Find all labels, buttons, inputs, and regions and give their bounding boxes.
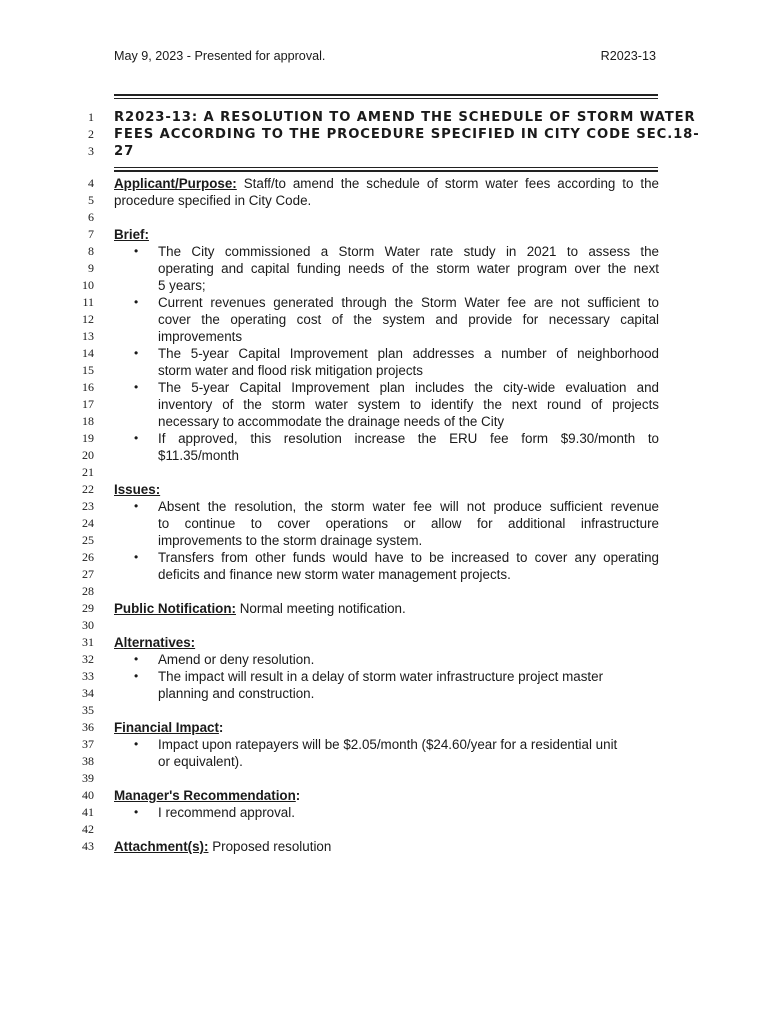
list-item: • Absent the resolution, the storm water fee will not produce sufficient revenue xyxy=(134,499,659,514)
issues-label: Issues: xyxy=(114,482,161,497)
line-number: 25 xyxy=(82,533,94,547)
line-number: 16 xyxy=(82,380,94,394)
list-item-continuation: storm water and flood risk mitigation projects xyxy=(158,363,423,378)
list-item-continuation: to continue to cover operations or allow for additional infrastructure xyxy=(158,516,659,531)
alternatives-label: Alternatives: xyxy=(114,635,196,650)
list-item: • The 5-year Capital Improvement plan addresses a number of neighborhood xyxy=(134,346,659,361)
bullet-icon: • xyxy=(134,669,139,683)
line-number: 20 xyxy=(82,448,94,462)
public-notification-label: Public Notification: xyxy=(114,601,236,616)
attachment-text: Proposed resolution xyxy=(212,839,332,854)
list-item: • Amend or deny resolution. xyxy=(134,652,315,667)
list-item-continuation: planning and construction. xyxy=(158,686,315,701)
public-notification-text: Normal meeting notification. xyxy=(239,601,406,616)
line-number: 40 xyxy=(82,788,94,802)
applicant-line-2: procedure specified in City Code. xyxy=(114,193,312,208)
bullet-icon: • xyxy=(134,499,139,513)
line-number: 19 xyxy=(82,431,94,445)
line-number: 21 xyxy=(82,465,94,479)
title-top-rule-thin xyxy=(114,98,658,99)
line-number: 35 xyxy=(82,703,94,717)
line-number: 24 xyxy=(82,516,94,530)
bullet-icon: • xyxy=(134,737,139,751)
line-number: 8 xyxy=(88,244,94,258)
bullet-icon: • xyxy=(134,244,139,258)
list-item-continuation: or equivalent). xyxy=(158,754,243,769)
line-number: 12 xyxy=(82,312,94,326)
line-number: 6 xyxy=(88,210,94,224)
title-top-rule xyxy=(114,94,658,96)
line-number: 36 xyxy=(82,720,94,734)
list-item-continuation: inventory of the storm water system to identify the next round of projects xyxy=(158,397,659,412)
line-number: 1 xyxy=(88,110,94,124)
line-number: 11 xyxy=(82,295,94,309)
applicant-text: Staff/to amend the schedule of storm water fees according to the xyxy=(243,176,659,191)
resolution-title xyxy=(114,109,700,160)
list-item-continuation: deficits and finance new storm water management projects. xyxy=(158,567,511,582)
bullet-icon: • xyxy=(134,805,139,819)
brief-label: Brief: xyxy=(114,227,149,242)
attachment-label: Attachment(s): xyxy=(114,839,209,854)
line-number: 10 xyxy=(82,278,94,292)
line-number: 26 xyxy=(82,550,94,564)
list-item: • If approved, this resolution increase the ERU fee form $9.30/month to xyxy=(134,431,659,446)
line-number: 17 xyxy=(82,397,94,411)
bullet-icon: • xyxy=(134,652,139,666)
manager-recommendation-label: Manager's Recommendation xyxy=(114,788,296,803)
document-body: Applicant/Purpose: Staff/to amend the schedule of storm water fees according to the procedure specified in City Code. Brief: • The City commissioned a Storm Water rate study in 2021 to assess the operating and capital funding needs of the storm water program over the next 5 years; • Current revenues generated through the Storm Water fee are not sufficient to cover the operating cost of the system and provide for necessary capital improvements • The 5-year Capital Improvement plan addresses a number of neighborhood storm water and flood risk mitigation projects • The 5-year Capital Improvement plan includes the city-wide evaluation and inventory of the storm water system to identify the next round of projects necessary to accommodate the drainage needs of the City • If approved, this resolution increase the ERU fee form $9.30/month to $11.35/month Issues: • Absent the resolution, the storm water fee will not produce sufficient revenue to continue to cover operations or allow for additional infrastructure improvements to the storm drainage system. • Transfers from other funds would have to be increased to cover any operating deficits and finance new storm water management projects. Public Notification: Normal meeting notification. Alternatives: • Amend or deny resolution. • The impact will result in a delay of storm water infrastructure project master planning and construction. Financial Impact: • Impact upon ratepayers will be $2.05/month ($24.60/year for a residential unit or equivalent). Manager's Recommendation: • I recommend approval. Attachment(s): Proposed resolution xyxy=(114,176,659,854)
line-number: 31 xyxy=(82,635,94,649)
list-item-continuation: necessary to accommodate the drainage needs of the City xyxy=(158,414,505,429)
line-number: 28 xyxy=(82,584,94,598)
line-number: 27 xyxy=(82,567,94,581)
line-number: 43 xyxy=(82,839,94,853)
bullet-icon: • xyxy=(134,431,139,445)
line-number: 23 xyxy=(82,499,94,513)
line-number: 2 xyxy=(88,127,94,141)
attachment-line xyxy=(114,838,659,855)
list-item-continuation: $11.35/month xyxy=(158,448,239,463)
line-number: 14 xyxy=(82,346,94,360)
line-number: 34 xyxy=(82,686,94,700)
list-item-continuation: 5 years; xyxy=(158,278,206,293)
list-item-continuation: operating and capital funding needs of the storm water program over the next xyxy=(158,261,659,276)
line-number: 29 xyxy=(82,601,94,615)
line-number: 7 xyxy=(88,227,94,241)
line-number: 18 xyxy=(82,414,94,428)
title-line-2: FEES ACCORDING TO THE PROCEDURE SPECIFIED IN CITY CODE SEC.18- xyxy=(114,127,700,142)
list-item: • The 5-year Capital Improvement plan includes the city-wide evaluation and xyxy=(134,380,659,395)
line-number: 42 xyxy=(82,822,94,836)
line-number: 38 xyxy=(82,754,94,768)
line-number: 37 xyxy=(82,737,94,751)
title-bottom-rule-thick xyxy=(114,170,658,172)
line-number: 3 xyxy=(88,144,94,158)
line-number: 15 xyxy=(82,363,94,377)
list-item-continuation: improvements xyxy=(158,329,243,344)
line-number: 33 xyxy=(82,669,94,683)
line-number: 39 xyxy=(82,771,94,785)
list-item: • Impact upon ratepayers will be $2.05/month ($24.60/year for a residential unit xyxy=(134,737,618,752)
bullet-icon: • xyxy=(134,550,139,564)
list-item-continuation: cover the operating cost of the system and provide for necessary capital xyxy=(158,312,659,327)
title-bottom-rule xyxy=(114,167,658,168)
line-number: 9 xyxy=(88,261,94,275)
bullet-icon: • xyxy=(134,380,139,394)
list-item: • Transfers from other funds would have to be increased to cover any operating xyxy=(134,550,659,565)
line-number: 5 xyxy=(88,193,94,207)
list-item: • The impact will result in a delay of storm water infrastructure project master xyxy=(134,669,604,684)
list-item: • The City commissioned a Storm Water rate study in 2021 to assess the xyxy=(134,244,659,259)
applicant-line-1 xyxy=(114,175,659,192)
line-number: 22 xyxy=(82,482,94,496)
bullet-icon: • xyxy=(134,295,139,309)
applicant-label: Applicant/Purpose: xyxy=(114,176,237,191)
line-number: 4 xyxy=(88,176,94,190)
bullet-icon: • xyxy=(134,346,139,360)
financial-impact-label: Financial Impact xyxy=(114,720,219,735)
list-item: • I recommend approval. xyxy=(134,805,295,820)
public-notification-line xyxy=(114,600,659,617)
header-date: May 9, 2023 - Presented for approval. xyxy=(114,49,326,63)
title-line-3: 27 xyxy=(114,144,135,159)
line-number: 32 xyxy=(82,652,94,666)
line-number: 30 xyxy=(82,618,94,632)
header-resolution-number: R2023-13 xyxy=(600,49,656,63)
line-number: 13 xyxy=(82,329,94,343)
line-number: 41 xyxy=(82,805,94,819)
title-line-1: R2023-13: A RESOLUTION TO AMEND THE SCHEDULE OF STORM WATER xyxy=(114,110,696,125)
list-item-continuation: improvements to the storm drainage system. xyxy=(158,533,423,548)
list-item: • Current revenues generated through the Storm Water fee are not sufficient to xyxy=(134,295,659,310)
